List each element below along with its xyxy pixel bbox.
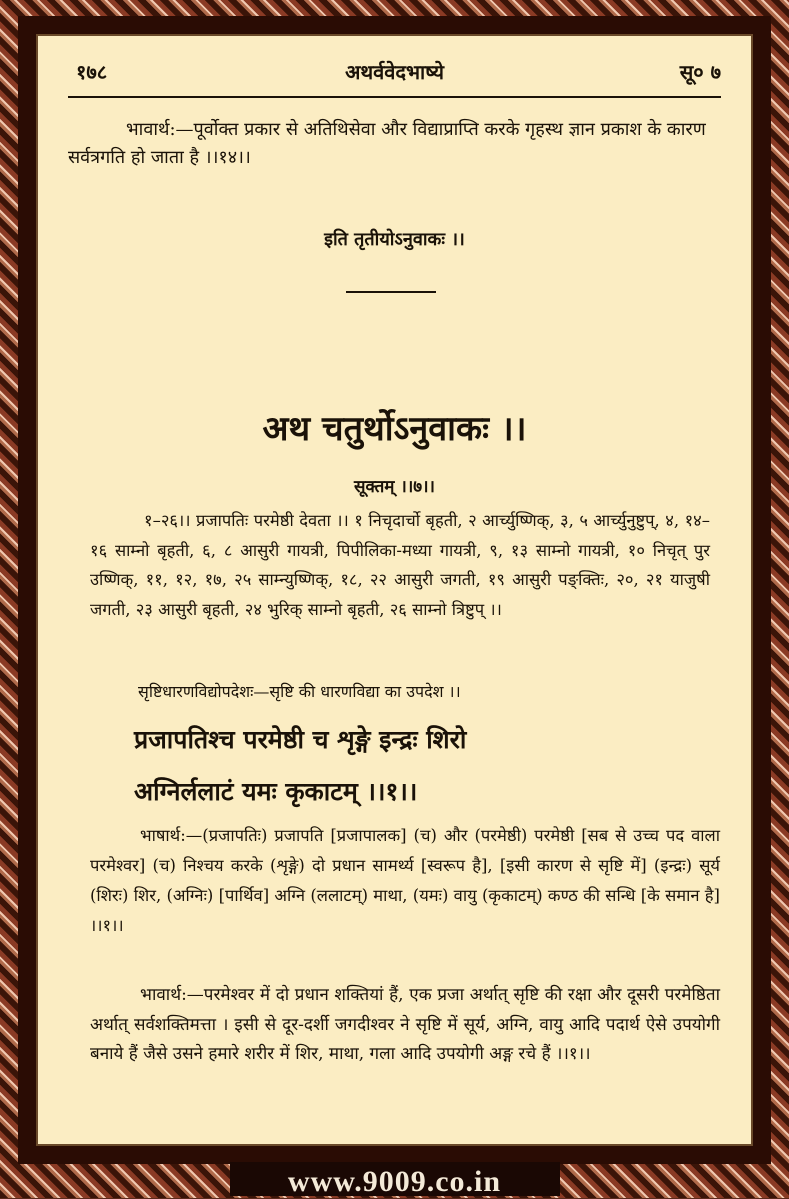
mantra-line-2: अग्निर्ललाटं यमः कृकाटम् ।।१।। <box>134 777 418 806</box>
watermark-url: www.9009.co.in <box>287 1165 502 1198</box>
sukta-number: सू० ७ <box>679 60 721 84</box>
anuvaka-end-line: इति तृतीयोऽनुवाकः ।। <box>324 229 465 250</box>
header-rule <box>68 96 721 98</box>
bhavartha-paragraph: भावार्थ:—परमेश्वर में दो प्रधान शक्तियां हैं, एक प्रजा अर्थात् सृष्टि की रक्षा और दूसरी परमेष्ठिता अर्थात् सर्वशक्तिमत्ता । इसी से दूर-दर्शी जगदीश्वर ने सृष्टि में सूर्य, अग्नि, वायु आदि पदार्थ ऐसे उपयोगी बनाये हैं जैसे उसने हमारे शरीर में शिर, माथा, गला आदि उपयोगी अङ्ग रचे हैं ।।१।। <box>90 985 720 1064</box>
running-title: अथर्ववेदभाष्ये <box>345 60 444 84</box>
bhavartha-paragraph-top: भावार्थ:—पूर्वोक्त प्रकार से अतिथिसेवा और विद्याप्राप्ति करके गृहस्थ ज्ञान प्रकाश के कारण सर्वत्रगति हो जाता है ।।१४।। <box>68 119 706 168</box>
page-number: १७८ <box>76 60 108 84</box>
anuvaka-heading: अथ चतुर्थोऽनुवाकः ।। <box>262 409 527 449</box>
upadesha-line: सृष्टिधारणविद्योपदेशः—सृष्टि की धारणविद्या का उपदेश ।। <box>138 682 461 701</box>
metadata-paragraph: १–२६।। प्रजापतिः परमेष्ठी देवता ।। १ निचृदार्चो बृहती, २ आर्च्युष्णिक्, ३, ५ आर्च्युनुष्टुप्, ४, १४–१६ साम्नो बृहती, ६, ८ आसुरी गायत्री, पिपीलिका-मध्या गायत्री, ९, १३ साम्नो गायत्री, १० निचृत् पुर उष्णिक्, ११, १२, १७, २५ साम्न्युष्णिक्, १८, २२ आसुरी जगती, १९ आसुरी पङ्क्तिः, २०, २१ याजुषी जगती, २३ आसुरी बृहती, २४ भुरिक् साम्नो बृहती, २६ साम्नो त्रिष्टुप् ।। <box>90 511 710 619</box>
mantra-line-1: प्रजापतिश्च परमेष्ठी च शृङ्गे इन्द्रः शिरो <box>134 725 467 754</box>
sukta-heading: सूक्तम् ।।७।। <box>354 477 435 497</box>
book-page <box>36 34 753 1146</box>
page-header <box>38 58 751 90</box>
section-divider <box>346 291 436 293</box>
bhashartha-paragraph: भाषार्थ:—(प्रजापतिः) प्रजापति [प्रजापालक] (च) और (परमेष्ठी) परमेष्ठी [सब से उच्च पद वाला परमेश्वर] (च) निश्चय करके (शृङ्गे) दो प्रधान सामर्थ्य [स्वरूप है], [इसी कारण से सृष्टि में] (इन्द्रः) सूर्य (शिरः) शिर, (अग्निः) [पार्थिव] अग्नि (ललाटम्) माथा, (यमः) वायु (कृकाटम्) कण्ठ की सन्धि [के समान है] ।।१।। <box>90 826 720 935</box>
